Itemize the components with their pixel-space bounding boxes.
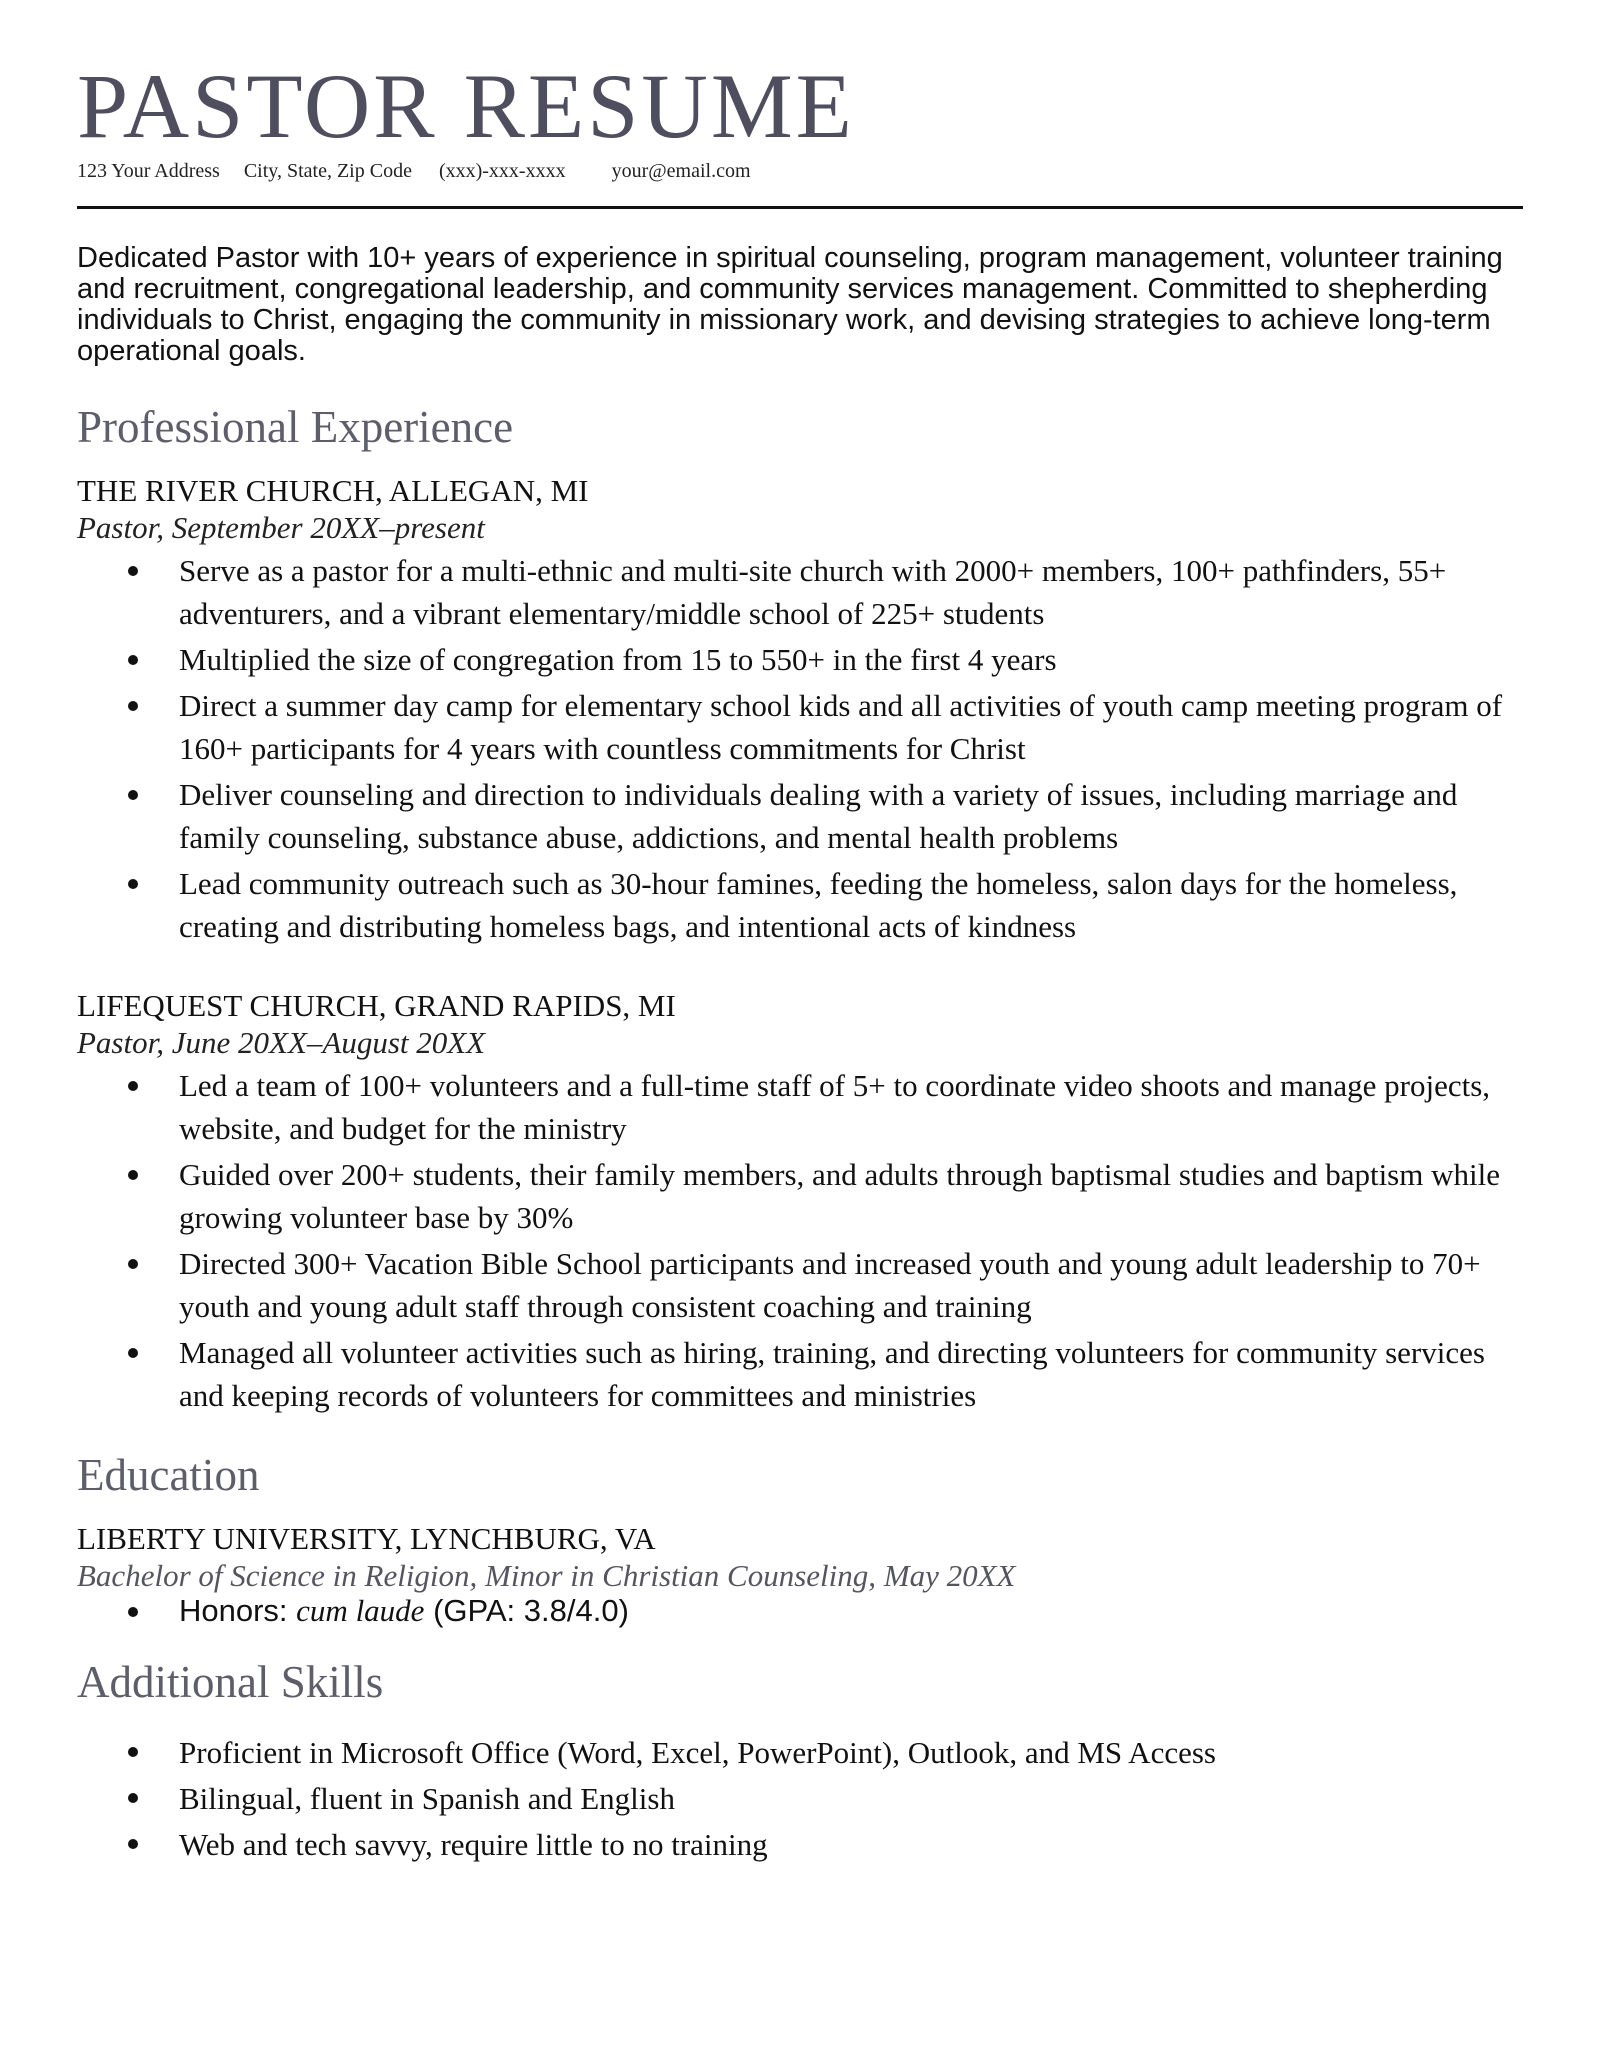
list-item: Serve as a pastor for a multi-ethnic and multi-site church with 2000+ members, 100+ pathfinders, 55+ adventurers, and a vibrant elementary/middle school of 225+ students bbox=[77, 549, 1523, 635]
professional-summary: Dedicated Pastor with 10+ years of experience in spiritual counseling, program management, volunteer training and recruitment, congregational leadership, and community services management. Committed to shepherding individuals to Christ, engaging the community in missionary work, and devising strategies to achieve long-term operational goals. bbox=[77, 242, 1503, 367]
contact-line bbox=[77, 161, 751, 181]
list-item: Proficient in Microsoft Office (Word, Excel, PowerPoint), Outlook, and MS Access bbox=[77, 1730, 1523, 1776]
list-item: Led a team of 100+ volunteers and a full-time staff of 5+ to coordinate video shoots and manage projects, website, and budget for the ministry bbox=[77, 1064, 1523, 1150]
job-role: Pastor, September 20XX–present bbox=[77, 510, 485, 545]
list-item: Deliver counseling and direction to individuals dealing with a variety of issues, including marriage and family counseling, substance abuse, addictions, and mental health problems bbox=[77, 773, 1523, 859]
job-organization: THE RIVER CHURCH, ALLEGAN, MI bbox=[77, 473, 589, 508]
bullet-icon bbox=[128, 790, 138, 800]
list-item: Lead community outreach such as 30-hour famines, feeding the homeless, salon days for the homeless, creating and distributing homeless bags, and intentional acts of kindness bbox=[77, 862, 1523, 948]
list-item: Managed all volunteer activities such as hiring, training, and directing volunteers for community services and keeping records of volunteers for committees and ministries bbox=[77, 1331, 1523, 1417]
bullet-icon bbox=[128, 879, 138, 889]
bullet-icon bbox=[128, 655, 138, 665]
bullet-icon bbox=[128, 701, 138, 711]
contact-address: 123 Your Address bbox=[77, 160, 220, 182]
section-heading-experience: Professional Experience bbox=[77, 402, 514, 452]
job-organization: LIFEQUEST CHURCH, GRAND RAPIDS, MI bbox=[77, 988, 676, 1023]
resume-title: PASTOR RESUME bbox=[77, 55, 855, 157]
list-item: Multiplied the size of congregation from 15 to 550+ in the first 4 years bbox=[77, 638, 1523, 681]
job-bullet-list bbox=[77, 549, 1523, 951]
skills-list bbox=[77, 1730, 1523, 1868]
bullet-icon bbox=[128, 1793, 138, 1803]
list-item: Web and tech savvy, require little to no training bbox=[77, 1822, 1523, 1868]
honors-distinction: cum laude bbox=[296, 1593, 425, 1628]
contact-city-state-zip: City, State, Zip Code bbox=[243, 160, 412, 182]
list-item bbox=[77, 1595, 1523, 1626]
honors-gpa: (GPA: 3.8/4.0) bbox=[424, 1593, 629, 1628]
contact-email: your@email.com bbox=[611, 160, 751, 182]
job-role: Pastor, June 20XX–August 20XX bbox=[77, 1025, 486, 1060]
list-item: Guided over 200+ students, their family members, and adults through baptismal studies and baptism while growing volunteer base by 30% bbox=[77, 1153, 1523, 1239]
list-item: Bilingual, fluent in Spanish and English bbox=[77, 1776, 1523, 1822]
bullet-icon bbox=[128, 1259, 138, 1269]
list-item: Direct a summer day camp for elementary school kids and all activities of youth camp meeting program of 160+ participants for 4 years with countless commitments for Christ bbox=[77, 684, 1523, 770]
bullet-icon bbox=[128, 1170, 138, 1180]
job-bullet-list bbox=[77, 1064, 1523, 1420]
honors-label: Honors: bbox=[179, 1593, 297, 1628]
education-degree: Bachelor of Science in Religion, Minor in Christian Counseling, May 20XX bbox=[77, 1558, 1016, 1593]
education-honors-list bbox=[77, 1595, 1523, 1626]
bullet-icon bbox=[128, 1747, 138, 1757]
bullet-icon bbox=[128, 1607, 138, 1617]
bullet-icon bbox=[128, 1348, 138, 1358]
education-school: LIBERTY UNIVERSITY, LYNCHBURG, VA bbox=[77, 1521, 656, 1556]
section-heading-skills: Additional Skills bbox=[77, 1657, 384, 1707]
bullet-icon bbox=[128, 566, 138, 576]
bullet-icon bbox=[128, 1081, 138, 1091]
contact-phone: (xxx)-xxx-xxxx bbox=[438, 160, 566, 182]
header-divider bbox=[77, 206, 1523, 209]
bullet-icon bbox=[128, 1839, 138, 1849]
list-item: Directed 300+ Vacation Bible School participants and increased youth and young adult leadership to 70+ youth and young adult staff through consistent coaching and training bbox=[77, 1242, 1523, 1328]
section-heading-education: Education bbox=[77, 1450, 260, 1500]
